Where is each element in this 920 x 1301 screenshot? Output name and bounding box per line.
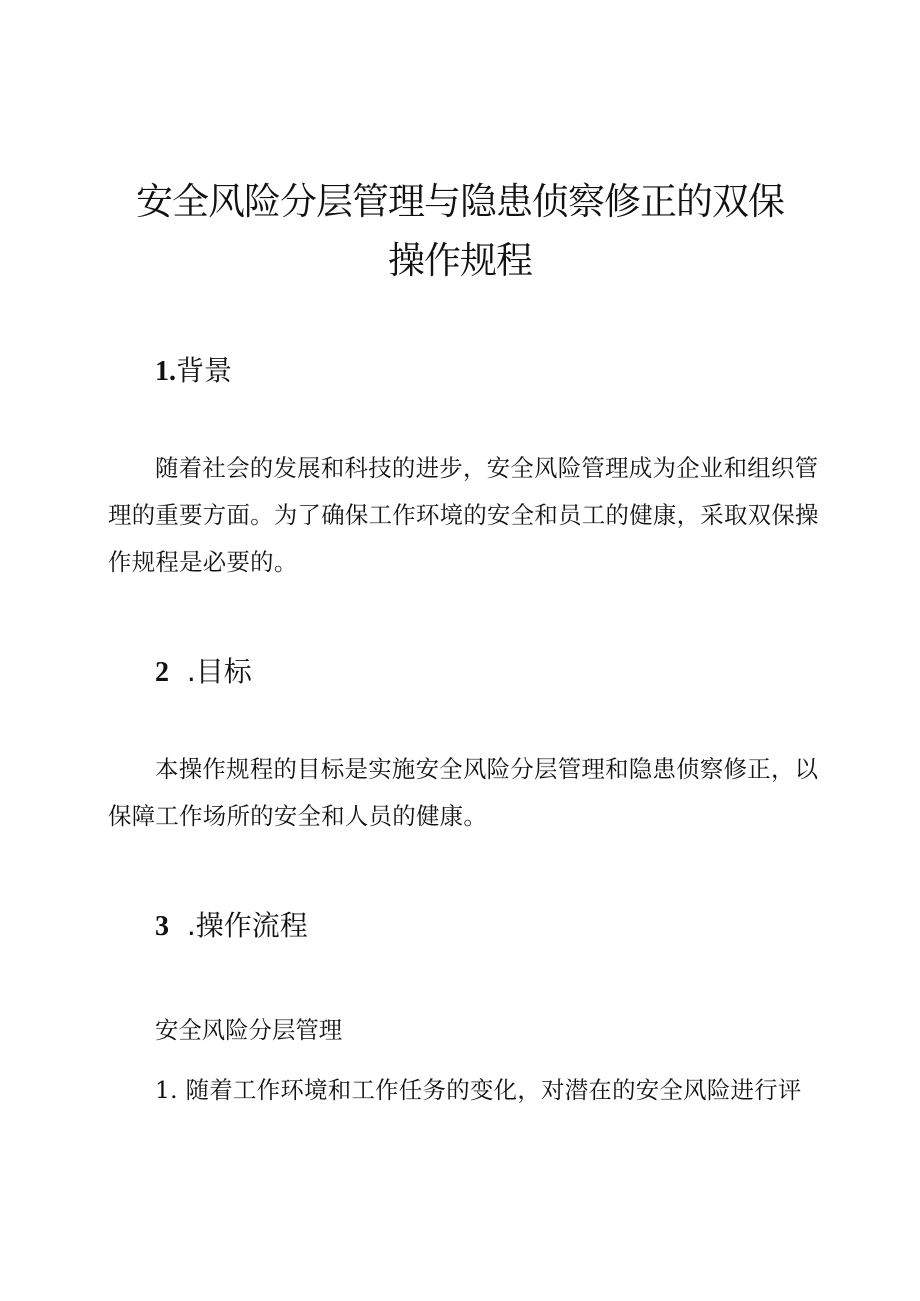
section-2-heading [155, 652, 252, 693]
section-3-title: .操作流程 [186, 909, 308, 942]
paragraph-line: 随着社会的发展和科技的进步，安全风险管理成为企业和组织管 [155, 454, 819, 482]
section-2-title: .目标 [186, 655, 252, 688]
section-3-list-item: 1. 随着工作环境和工作任务的变化，对潜在的安全风险进行评 [155, 1076, 802, 1104]
section-1-paragraph [108, 445, 823, 586]
paragraph-line: 本操作规程的目标是实施安全风险分层管理和隐患侦察修正，以 [155, 755, 819, 783]
paragraph-line: 理的重要方面。为了确保工作环境的安全和员工的健康，采取双保操 [108, 501, 819, 529]
section-2-paragraph [108, 746, 823, 840]
section-3-number: 3 [155, 911, 169, 942]
section-1-title: 背景 [176, 354, 233, 387]
document-title-line-1: 安全风险分层管理与隐患侦察修正的双保 [136, 180, 784, 223]
document-title-line-2: 操作规程 [388, 239, 532, 282]
paragraph-line: 保障工作场所的安全和人员的健康。 [108, 802, 488, 830]
section-1-heading [155, 351, 232, 392]
section-3-heading [155, 906, 308, 947]
paragraph-line: 作规程是必要的。 [108, 548, 298, 576]
section-3-subheading: 安全风险分层管理 [155, 1016, 343, 1044]
section-1-number: 1. [155, 356, 176, 387]
section-2-number: 2 [155, 657, 169, 688]
